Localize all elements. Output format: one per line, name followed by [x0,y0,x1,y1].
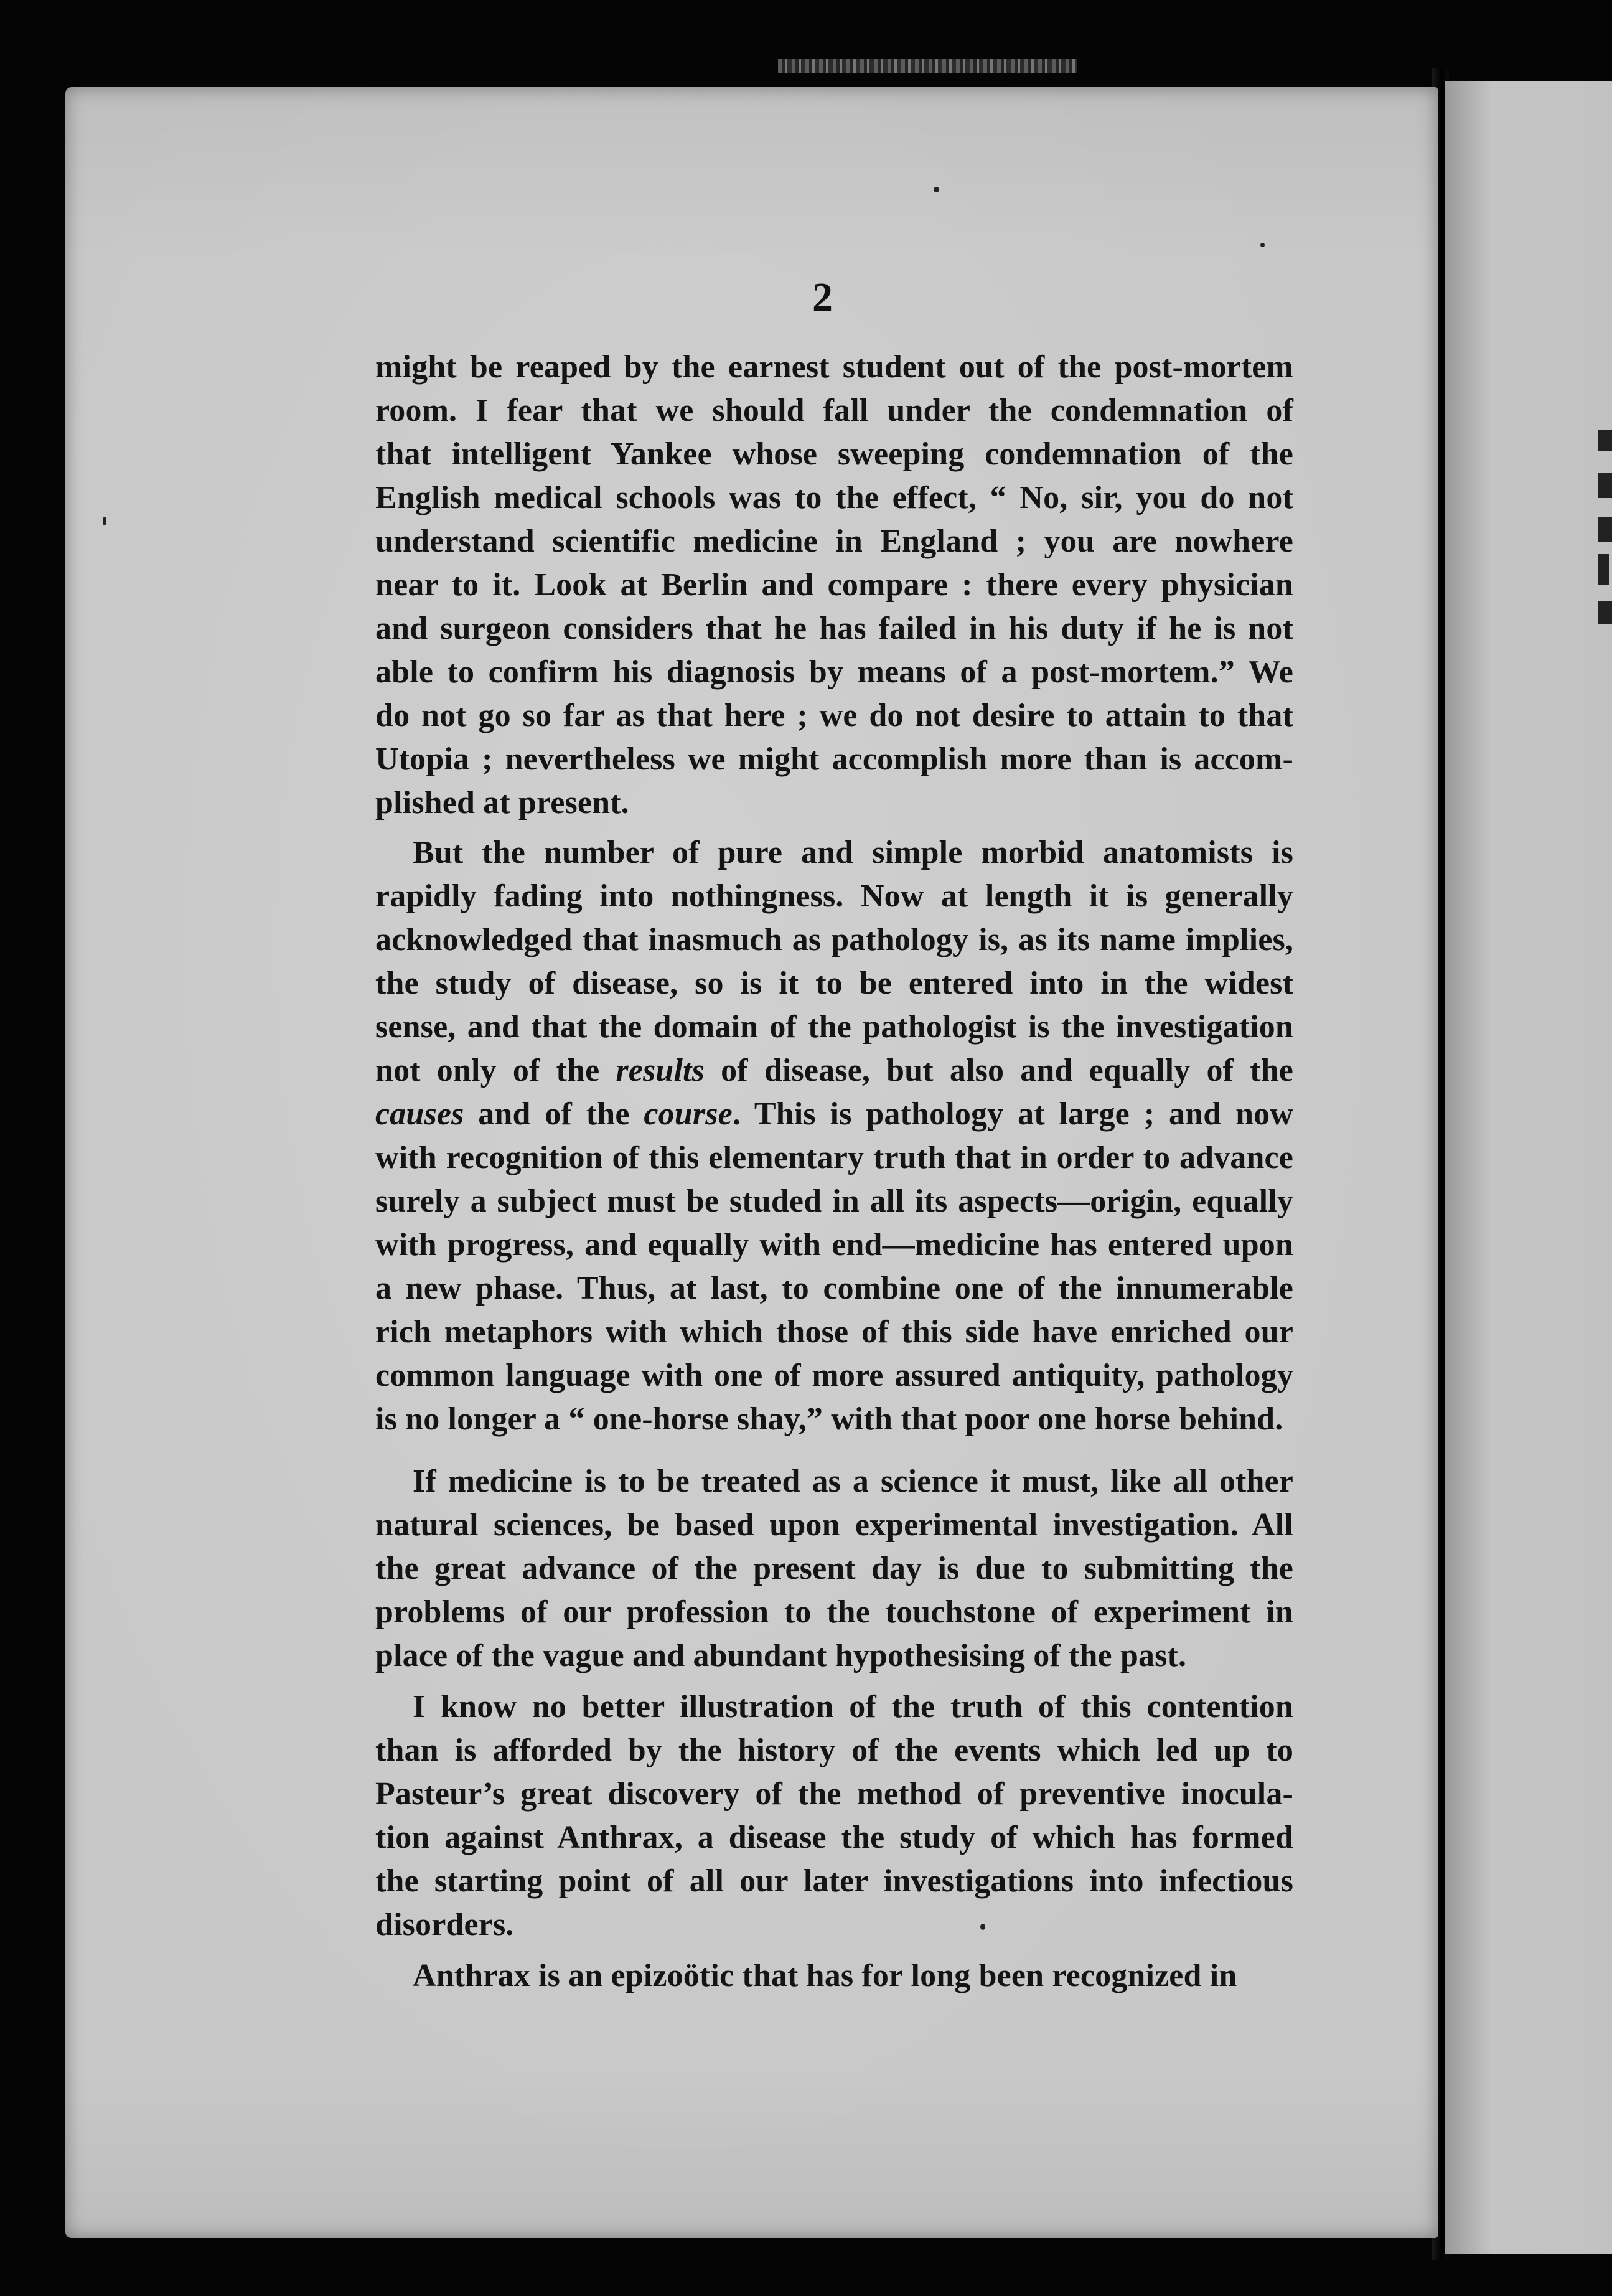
paper-speck [103,517,106,525]
text-line: problems of our profession to the touchstone of experiment in [375,1594,1293,1630]
paper-speck [1260,243,1265,247]
italic-term: results [616,1053,705,1088]
text-line: Pasteur’s great discovery of the method of preventive inocula- [375,1776,1293,1812]
text-line: sense, and that the domain of the pathologist is the investigation [375,1009,1293,1045]
text-line: room. I fear that we should fall under the condemnation of [375,393,1293,428]
text-line: not only of the results of disease, but also and equally of the [375,1053,1293,1088]
text-line: disorders. [375,1907,514,1942]
facing-page-letter-fragment [1598,554,1609,585]
facing-page-letter-fragment [1598,517,1612,542]
text-line: But the number of pure and simple morbid anatomists is [413,835,1293,870]
facing-page-letter-fragment [1598,473,1612,498]
facing-page-letter-fragment [1598,430,1612,451]
italic-term: course [644,1096,733,1132]
text-line: than is afforded by the history of the events which led up to [375,1733,1293,1768]
text-line: rapidly fading into nothingness. Now at length it is generally [375,878,1293,914]
text-line: English medical schools was to the effect, “ No, sir, you do not [375,480,1293,515]
text-line: natural sciences, be based upon experimental investigation. All [375,1507,1293,1543]
text-line: common language with one of more assured antiquity, pathology [375,1358,1293,1393]
text-line: If medicine is to be treated as a science it must, like all other [413,1464,1293,1499]
text-line: is no longer a “ one-horse shay,” with that poor one horse behind. [375,1401,1283,1437]
text-line: understand scientific medicine in England ; you are nowhere [375,524,1293,559]
paragraph [375,1460,1293,1678]
film-edge-strip [778,59,1077,73]
text-line: with recognition of this elementary truth that in order to advance [375,1140,1293,1175]
paragraph [375,1685,1293,1947]
text-line: causes and of the course. This is pathology at large ; and now [375,1096,1293,1132]
text-line: Utopia ; nevertheless we might accomplish more than is accom- [375,741,1293,777]
text-line: plished at present. [375,785,629,821]
facing-page-letter-fragment [1598,601,1612,624]
text-line: with progress, and equally with end—medicine has entered upon [375,1227,1293,1263]
text-line: near to it. Look at Berlin and compare : there every physician [375,567,1293,603]
text-line: tion against Anthrax, a disease the study of which has formed [375,1820,1293,1855]
body-text [375,346,1293,1998]
text-line: the starting point of all our later investigations into infectious [375,1863,1293,1899]
text-line: the study of disease, so is it to be entered into in the widest [375,966,1293,1001]
text-line: that intelligent Yankee whose sweeping condemnation of the [375,436,1293,472]
text-line: and surgeon considers that he has failed in his duty if he is not [375,611,1293,646]
page-number: 2 [812,275,833,320]
text-line: the great advance of the present day is due to submitting the [375,1551,1293,1586]
text-line: able to confirm his diagnosis by means of a post-mortem.” We [375,654,1293,690]
text-line: Anthrax is an epizoötic that has for long been recognized in [413,1958,1237,1993]
text-line: do not go so far as that here ; we do not desire to attain to that [375,698,1293,733]
paragraph [375,831,1293,1441]
text-line: place of the vague and abundant hypothesising of the past. [375,1638,1187,1673]
text-line: might be reaped by the earnest student out of the post-mortem [375,349,1293,385]
italic-term: causes [375,1096,464,1132]
text-line: acknowledged that inasmuch as pathology is, as its name implies, [375,922,1293,957]
text-line: rich metaphors with which those of this side have enriched our [375,1314,1293,1350]
paper-speck [934,187,939,192]
text-line: surely a subject must be studed in all its aspects—origin, equally [375,1183,1293,1219]
paragraph [375,1954,1293,1998]
text-line: a new phase. Thus, at last, to combine one of the innumerable [375,1271,1293,1306]
facing-page-edge [1445,81,1612,2254]
paragraph [375,346,1293,825]
text-line: I know no better illustration of the truth of this contention [413,1689,1293,1724]
